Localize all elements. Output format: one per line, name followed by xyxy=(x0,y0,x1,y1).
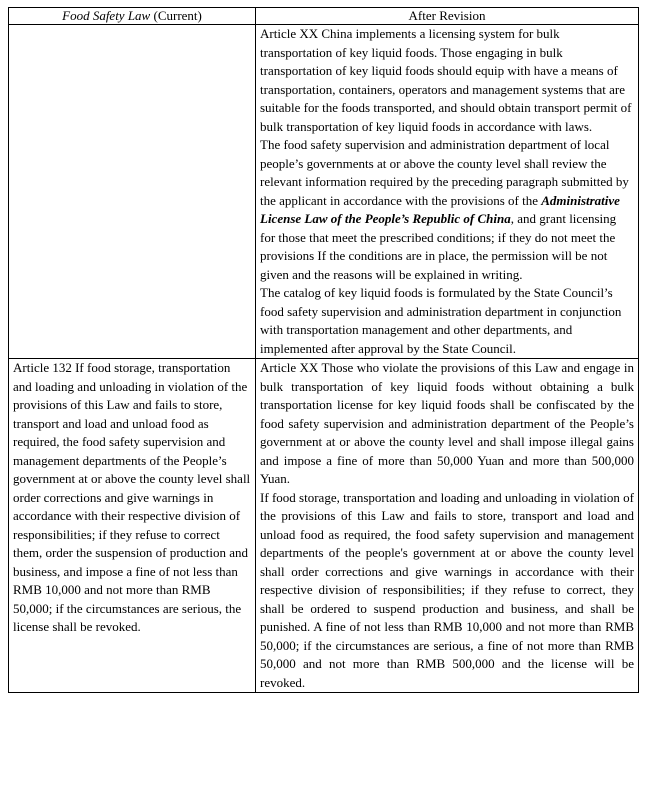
header-current xyxy=(9,8,256,25)
table-row xyxy=(9,359,639,693)
comparison-table xyxy=(8,7,639,693)
row2-revision-paragraph-1: Article XX Those who violate the provisions of this Law and engage in bulk transportation of key liquid foods without obtaining a bulk transportation license for key liquid foods shall be confiscated by the food safety supervision and administration department of the People’s government at or above the county level and shall impose illegal gains and impose a fine of more than 50,000 Yuan and more than 500,000 Yuan. xyxy=(260,360,634,486)
row1-revision-paragraph-1: Article XX China implements a licensing system for bulk transportation of key liquid foods. Those engaging in bulk transportation of key liquid foods should equip with have a means of transportation, containers, operators and management systems that are suitable for the foods transported, and should obtain transport permit of bulk transportation of key liquid foods in accordance with laws. xyxy=(260,26,632,134)
row2-revision-paragraph-2: If food storage, transportation and loading and unloading in violation of the provisions of this Law and fails to store, transport and load and unload food as required, the food safety supervision and management departments of the people's government at or above the county level shall order corrections and give warnings in accordance with their respective division of responsibilities; if they refuse to correct, they shall be ordered to suspend production and business, and shall be punished. A fine of not less than RMB 10,000 and not more than RMB 50,000; if the circumstances are serious, a fine of not more than RMB 50,000 and not more than RMB 500,000 and the license will be revoked. xyxy=(260,489,634,690)
row1-revision-paragraph-2 xyxy=(260,136,634,284)
header-row xyxy=(9,8,639,25)
header-after-revision: After Revision xyxy=(256,8,639,25)
row1-p2-law-title: Administrative License Law of the People’s Republic of China xyxy=(260,192,620,226)
row2-revision-cell xyxy=(256,359,639,693)
header-current-suffix: (Current) xyxy=(150,8,202,23)
row2-current-cell xyxy=(9,359,256,693)
row2-current-text: Article 132 If food storage, transportation and loading and unloading in violation of the provisions of this Law and fails to store, transport and load and unload food as required, the food safety supervision and management departments of the People’s government at or above the county level shall order corrections and give warnings in accordance with their respective division of responsibilities; if they refuse to correct them, order the suspension of production and business, and impose a fine of not less than RMB 10,000 and not more than RMB 50,000; if the circumstances are serious, the license shall be revoked. xyxy=(13,360,251,634)
row1-current-cell xyxy=(9,25,256,359)
row1-p2-before: The food safety supervision and administration department of local people’s governments at or above the county level shall review the relevant information required by the preceding paragraph submitted by the applicant in accordance with the provisions of the xyxy=(260,137,629,208)
table-row xyxy=(9,25,639,359)
row1-p2-after: , and grant licensing for those that meet the prescribed conditions; if they do not meet the provisions If the conditions are in place, the permission will be not given and the reasons will be explained in writing. xyxy=(260,211,617,282)
header-current-law-name: Food Safety Law xyxy=(62,8,151,23)
row1-revision-cell xyxy=(256,25,639,359)
row1-revision-paragraph-3: The catalog of key liquid foods is formulated by the State Council’s food safety supervision and administration department in conjunction with transportation management and other departments, and implemented after approval by the State Council. xyxy=(260,285,622,356)
